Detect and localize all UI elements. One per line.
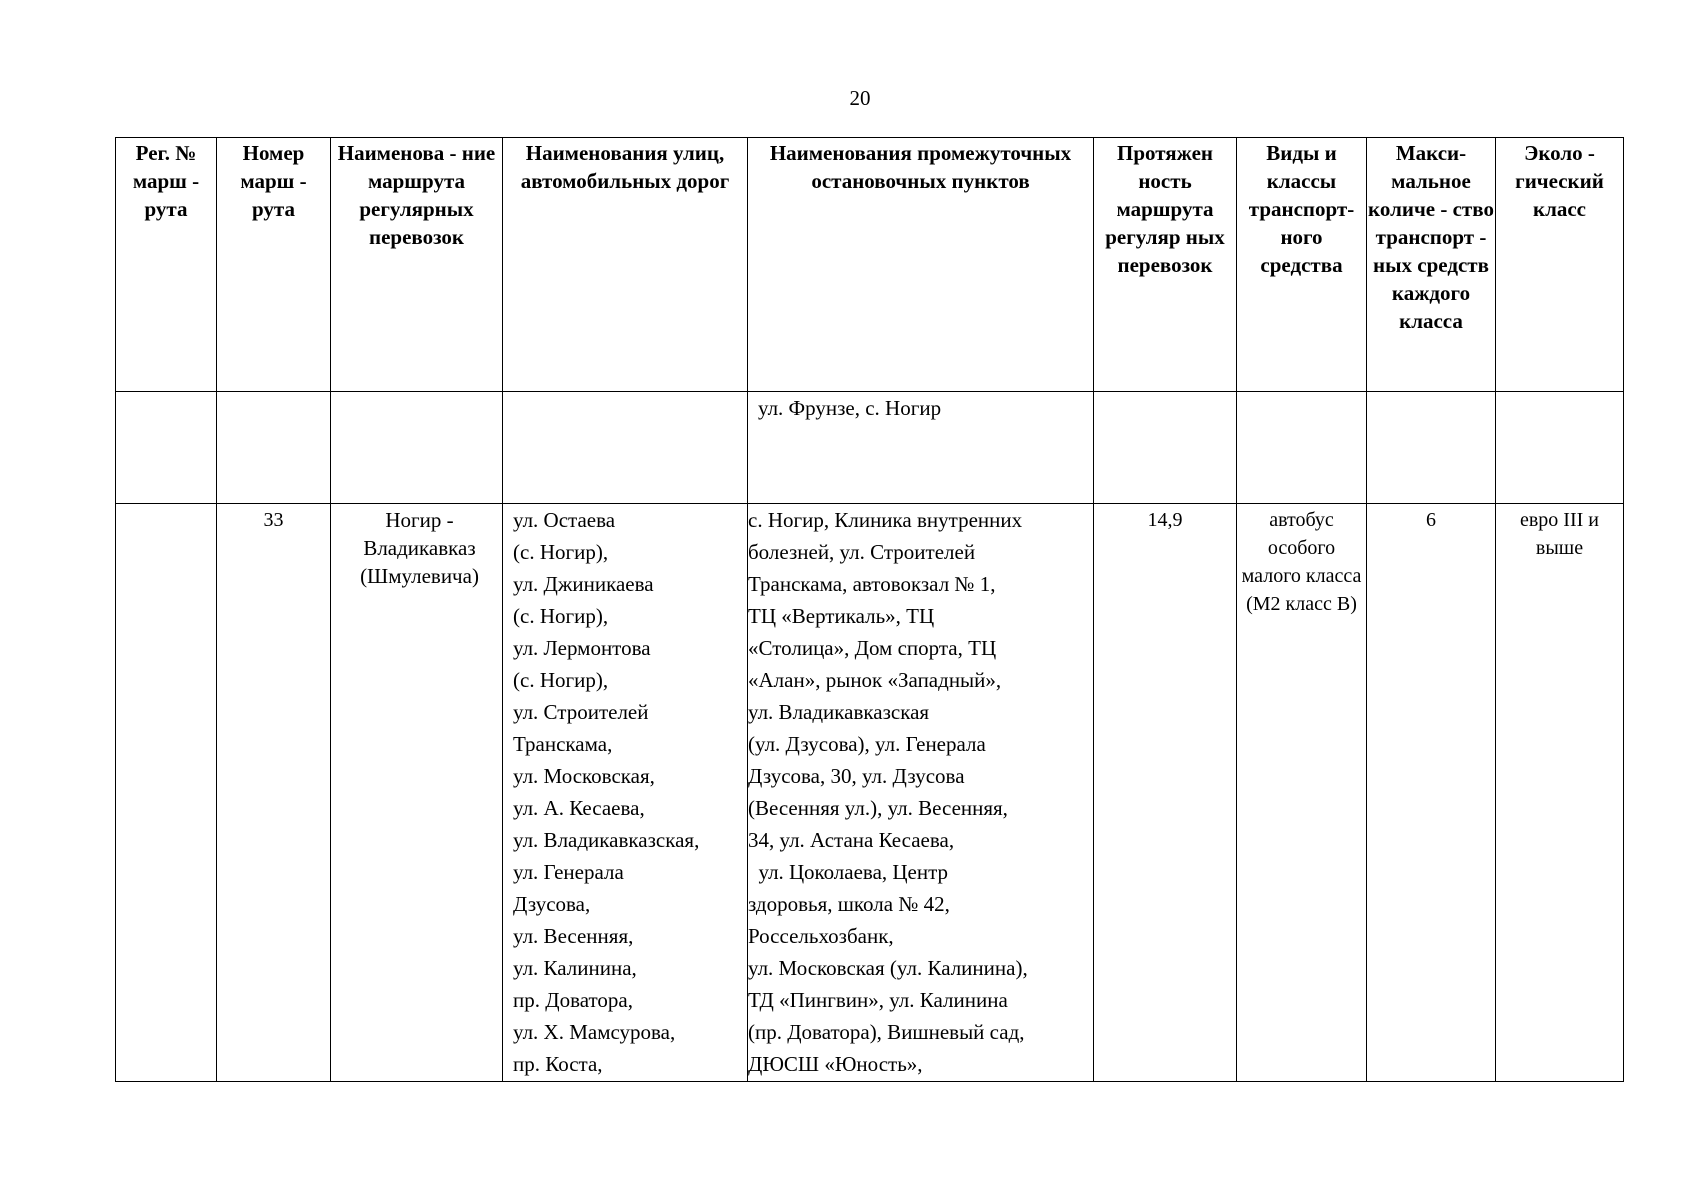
stop-line: Россельхозбанк,	[748, 924, 894, 948]
route-name: Ногир - Владикавказ (Шмулевича)	[360, 508, 479, 588]
stop-line: ТЦ «Вертикаль», ТЦ	[748, 604, 935, 628]
street-line: ул. Генерала	[513, 860, 624, 884]
stops-continuation-text: ул. Фрунзе, с. Ногир	[758, 396, 942, 420]
cell-empty	[217, 392, 331, 504]
stops-list	[748, 504, 1093, 1080]
stop-line: ДЮСШ «Юность»,	[748, 1052, 923, 1076]
stop-line: Транскама, автовокзал № 1,	[748, 572, 996, 596]
cell-stops	[748, 504, 1094, 1082]
max-count: 6	[1426, 509, 1436, 531]
header-route-name: Наименова - ние маршрута регулярных перевозок	[331, 138, 503, 392]
street-line: (с. Ногир),	[513, 604, 609, 628]
stop-line: ул. Цоколаева, Центр	[748, 860, 949, 884]
stop-line: «Алан», рынок «Западный»,	[748, 668, 1002, 692]
street-line: ул. Калинина,	[513, 956, 637, 980]
stop-line: с. Ногир, Клиника внутренних	[748, 508, 1023, 532]
cell-empty	[116, 392, 217, 504]
routes-table	[115, 137, 1624, 1082]
vehicle-class: автобус особого малого класса (М2 класс В)	[1241, 509, 1362, 615]
stop-line: 34, ул. Астана Кесаева,	[748, 828, 955, 852]
stop-line: ул. Московская (ул. Калинина),	[748, 956, 1028, 980]
stop-line: (ул. Дзусова), ул. Генерала	[748, 732, 986, 756]
street-line: (с. Ногир),	[513, 540, 609, 564]
street-line: пр. Доватора,	[513, 988, 633, 1012]
street-line: Транскама,	[513, 732, 613, 756]
street-line: ул. Строителей	[513, 700, 649, 724]
street-line: ул. Московская,	[513, 764, 655, 788]
page-number: 20	[849, 86, 871, 110]
cell-empty	[1237, 392, 1367, 504]
header-max-count: Макси- мальное количе - ство транспорт - ных средств каждого класса	[1367, 138, 1496, 392]
eco-class: евро III и выше	[1519, 509, 1599, 559]
street-line: ул. Джиникаева	[513, 572, 654, 596]
stop-line: (Весенняя ул.), ул. Весенняя,	[748, 796, 1008, 820]
header-eco-class: Эколо - гический класс	[1496, 138, 1624, 392]
route-number: 33	[263, 509, 284, 531]
cell-empty	[331, 392, 503, 504]
cell-length	[1094, 504, 1237, 1082]
cell-empty	[1094, 392, 1237, 504]
stop-line: Дзусова, 30, ул. Дзусова	[748, 764, 965, 788]
street-line: ул. Х. Мамсурова,	[513, 1020, 676, 1044]
header-row	[116, 138, 1624, 392]
street-line: ул. Лермонтова	[513, 636, 651, 660]
street-line: Дзусова,	[513, 892, 591, 916]
cell-max-count	[1367, 504, 1496, 1082]
header-route-no: Номер марш - рута	[217, 138, 331, 392]
stop-line: болезней, ул. Строителей	[748, 540, 976, 564]
cell-route-name	[331, 504, 503, 1082]
stop-line: ул. Владикавказская	[748, 700, 930, 724]
street-line: пр. Коста,	[513, 1052, 603, 1076]
cell-empty	[503, 392, 748, 504]
cell-reg-no	[116, 504, 217, 1082]
stop-line: ТД «Пингвин», ул. Калинина	[748, 988, 1008, 1012]
header-reg-no: Рег. № марш - рута	[116, 138, 217, 392]
streets-list	[513, 504, 747, 1080]
street-line: ул. Владикавказская,	[513, 828, 700, 852]
cell-empty	[1367, 392, 1496, 504]
stop-line: «Столица», Дом спорта, ТЦ	[748, 636, 997, 660]
cell-vehicle-class	[1237, 504, 1367, 1082]
street-line: ул. Остаева	[513, 508, 616, 532]
table-row-route-33	[116, 504, 1624, 1082]
cell-streets	[503, 504, 748, 1082]
table-row-continuation	[116, 392, 1624, 504]
street-line: ул. Весенняя,	[513, 924, 634, 948]
cell-stops-continuation	[748, 392, 1094, 504]
header-length: Протяжен ность маршрута регуляр ных перевозок	[1094, 138, 1237, 392]
street-line: ул. А. Кесаева,	[513, 796, 645, 820]
route-length: 14,9	[1147, 509, 1183, 531]
stop-line: (пр. Доватора), Вишневый сад,	[748, 1020, 1025, 1044]
header-vehicle-class: Виды и классы транспорт- ного средства	[1237, 138, 1367, 392]
cell-route-no	[217, 504, 331, 1082]
stop-line: здоровья, школа № 42,	[748, 892, 950, 916]
cell-empty	[1496, 392, 1624, 504]
header-stops: Наименования промежуточных остановочных пунктов	[748, 138, 1094, 392]
street-line: (с. Ногир),	[513, 668, 609, 692]
cell-eco-class	[1496, 504, 1624, 1082]
header-streets: Наименования улиц, автомобильных дорог	[503, 138, 748, 392]
